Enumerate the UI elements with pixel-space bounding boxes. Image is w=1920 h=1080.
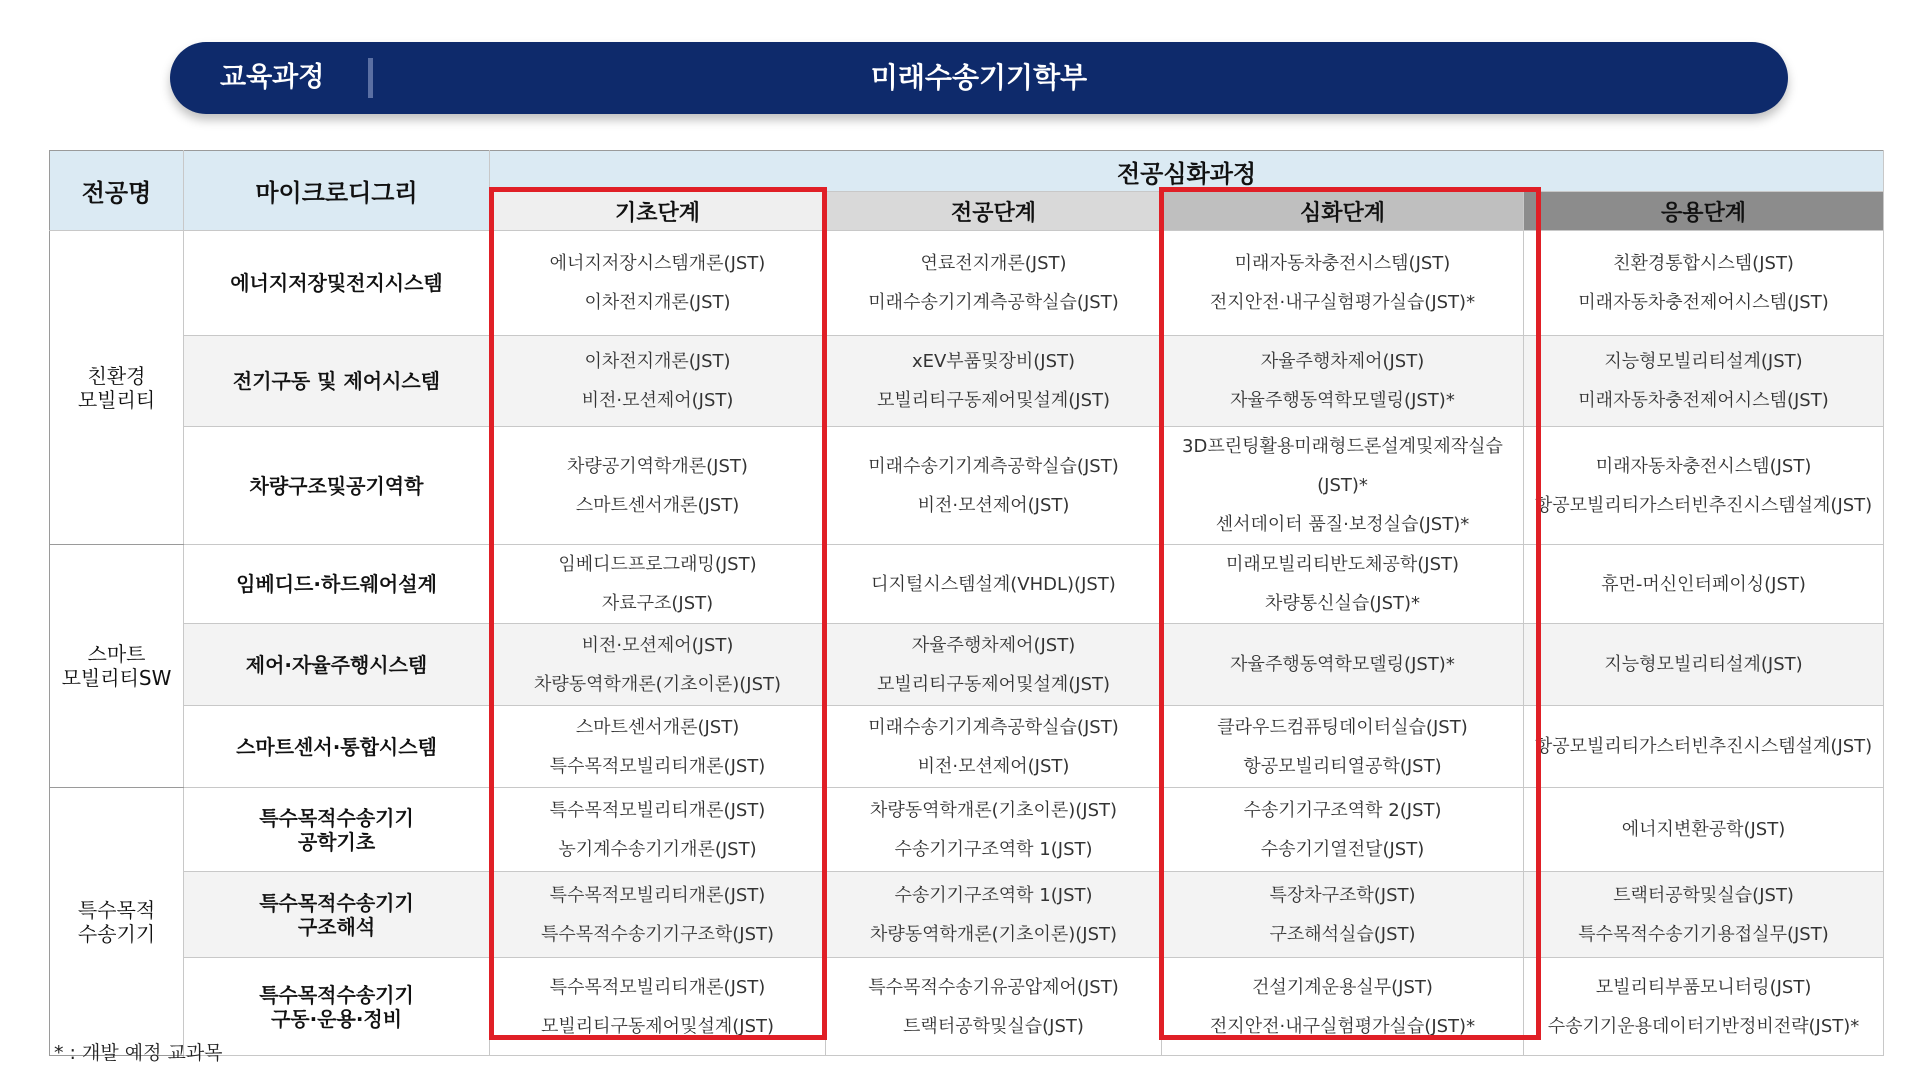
course-name: 차량공기역학개론(JST): [567, 455, 748, 477]
major-stage-courses: [826, 427, 1162, 545]
micro-degree-name: [184, 706, 490, 788]
micro-degree-line: 전기구동 및 제어시스템: [232, 369, 441, 393]
applied-stage-courses: [1524, 624, 1884, 706]
course-name: 특수목적모빌리티개론(JST): [549, 755, 766, 777]
course-name: 수송기기구조역학 2(JST): [1243, 799, 1442, 821]
major-stage-courses: [826, 706, 1162, 788]
course-name: 미래수송기기계측공학실습(JST): [868, 292, 1119, 313]
banner-left-label: 교육과정: [220, 62, 325, 93]
course-name: 스마트센서개론(JST): [575, 494, 740, 516]
micro-degree-name: [184, 545, 490, 624]
course-name: 트랙터공학및실습(JST): [1613, 884, 1794, 906]
applied-stage-courses: [1524, 545, 1884, 624]
course-name: 트랙터공학및실습(JST): [903, 1015, 1084, 1037]
highlight-box-deep: [1159, 187, 1541, 1040]
micro-degree-line: 특수목적수송기기: [259, 982, 414, 1007]
major-name-line: 스마트: [87, 642, 146, 666]
course-name: 디지털시스템설계(VHDL)(JST): [871, 573, 1116, 595]
course-name: 자율주행차제어(JST): [1260, 351, 1425, 372]
course-name: 항공모빌리티가스터빈추진시스템설계(JST): [1534, 736, 1873, 757]
micro-degree-line: 특수목적수송기기: [259, 890, 414, 915]
applied-stage-courses: [1524, 788, 1884, 872]
course-name: 자율주행동역학모델링(JST)*: [1230, 390, 1455, 411]
micro-degree-line: 에너지저장및전지시스템: [230, 271, 443, 295]
course-name: 임베디드프로그래밍(JST): [558, 554, 757, 575]
course-name: 센서데이터 품질·보정실습(JST)*: [1215, 514, 1470, 535]
course-name: 농기계수송기기개론(JST): [558, 838, 757, 860]
micro-degree-line: 공학기초: [297, 829, 376, 854]
course-name: 미래수송기기계측공학실습(JST): [868, 455, 1119, 477]
course-name: 전지안전·내구실험평가실습(JST)*: [1209, 292, 1476, 313]
course-name: 휴먼-머신인터페이싱(JST): [1601, 573, 1806, 595]
table-body: [50, 231, 1884, 1056]
banner-title: 미래수송기기학부: [870, 61, 1088, 94]
major-stage-courses: [826, 336, 1162, 427]
course-name: 3D프린팅활용미래형드론설계및제작실습(JST)*: [1182, 436, 1503, 496]
micro-degree-name: [184, 624, 490, 706]
applied-stage-courses: [1524, 958, 1884, 1056]
course-name: 전지안전·내구실험평가실습(JST)*: [1209, 1015, 1476, 1037]
major-name: [50, 231, 184, 545]
table-row: [50, 545, 1884, 624]
header-banner: [170, 42, 1788, 114]
course-name: 모빌리티구동제어및설계(JST): [876, 673, 1111, 695]
major-name: [50, 788, 184, 1056]
micro-degree-name: [184, 788, 490, 872]
major-stage-courses: [826, 545, 1162, 624]
course-name: 이차전지개론(JST): [584, 292, 731, 313]
micro-degree-line: 임베디드·하드웨어설계: [236, 572, 437, 596]
course-name: 에너지변환공학(JST): [1621, 819, 1786, 840]
stage-applied: 응용단계: [1524, 192, 1884, 231]
course-name: 연료전지개론(JST): [920, 253, 1067, 274]
highlight-box-basic: [489, 187, 827, 1040]
major-stage-courses: [826, 958, 1162, 1056]
applied-stage-courses: [1524, 427, 1884, 545]
micro-degree-name: [184, 231, 490, 336]
course-name: 미래자동차충전제어시스템(JST): [1578, 390, 1829, 411]
table-row: [50, 231, 1884, 336]
course-name: xEV부품및장비(JST): [911, 351, 1076, 372]
course-name: 차량동역학개론(기초이론)(JST): [869, 799, 1118, 821]
micro-degree-name: [184, 958, 490, 1056]
course-name: 구조해석실습(JST): [1269, 923, 1416, 945]
table-row: [50, 427, 1884, 545]
course-name: 특수목적수송기유공압제어(JST): [868, 976, 1119, 998]
course-name: 수송기기구조역학 1(JST): [894, 884, 1093, 906]
course-name: 모빌리티구동제어및설계(JST): [876, 390, 1111, 411]
table-row: [50, 958, 1884, 1056]
course-name: 자율주행동역학모델링(JST)*: [1230, 654, 1455, 675]
micro-degree-name: [184, 427, 490, 545]
course-name: 비전·모션제어(JST): [917, 494, 1070, 516]
table-row: [50, 872, 1884, 958]
applied-stage-courses: [1524, 231, 1884, 336]
curriculum-table: [49, 150, 1884, 1056]
banner-divider: [368, 58, 373, 98]
course-name: 미래자동차충전시스템(JST): [1234, 253, 1451, 274]
course-name: 미래자동차충전제어시스템(JST): [1578, 292, 1829, 313]
course-name: 지능형모빌리티설계(JST): [1604, 351, 1803, 372]
course-name: 스마트센서개론(JST): [575, 716, 740, 738]
applied-stage-courses: [1524, 706, 1884, 788]
major-name: [50, 545, 184, 788]
course-name: 친환경통합시스템(JST): [1613, 253, 1794, 274]
major-name-line: 특수목적: [77, 897, 156, 922]
course-name: 수송기기운용데이터기반정비전략(JST)*: [1547, 1015, 1860, 1037]
course-name: 차량동역학개론(기초이론)(JST): [869, 923, 1118, 945]
major-name-line: 친환경: [87, 363, 146, 388]
course-name: 건설기계운용실무(JST): [1252, 976, 1433, 998]
micro-degree-line: 제어·자율주행시스템: [245, 652, 428, 677]
course-name: 클라우드컴퓨팅데이터실습(JST): [1217, 716, 1468, 738]
micro-degree-line: 구동·운용·정비: [270, 1006, 403, 1031]
micro-degree-line: 차량구조및공기역학: [249, 473, 424, 498]
course-name: 차량동역학개론(기초이론)(JST): [533, 673, 782, 695]
header-advanced-course: 전공심화과정: [490, 151, 1884, 192]
applied-stage-courses: [1524, 336, 1884, 427]
course-name: 비전·모션제어(JST): [581, 634, 734, 656]
course-name: 항공모빌리티가스터빈추진시스템설계(JST): [1534, 494, 1873, 516]
applied-stage-courses: [1524, 872, 1884, 958]
course-name: 자율주행차제어(JST): [911, 634, 1076, 656]
table-row: [50, 788, 1884, 872]
micro-degree-line: 구조해석: [297, 914, 376, 939]
course-name: 비전·모션제어(JST): [581, 390, 734, 411]
major-stage-courses: [826, 231, 1162, 336]
course-name: 특장차구조학(JST): [1269, 884, 1416, 906]
micro-degree-name: [184, 336, 490, 427]
course-name: 차량통신실습(JST)*: [1264, 593, 1421, 614]
course-name: 특수목적수송기기용접실무(JST): [1578, 923, 1829, 945]
course-name: 특수목적모빌리티개론(JST): [549, 976, 766, 998]
micro-degree-name: [184, 872, 490, 958]
course-name: 미래자동차충전시스템(JST): [1595, 455, 1812, 477]
micro-degree-line: 특수목적수송기기: [259, 805, 414, 830]
table-row: [50, 706, 1884, 788]
course-name: 지능형모빌리티설계(JST): [1604, 654, 1803, 675]
course-name: 이차전지개론(JST): [584, 351, 731, 372]
course-name: 항공모빌리티열공학(JST): [1243, 755, 1442, 777]
course-name: 미래모빌리티반도체공학(JST): [1225, 554, 1460, 575]
major-stage-courses: [826, 624, 1162, 706]
course-name: 미래수송기기계측공학실습(JST): [868, 716, 1119, 738]
micro-degree-line: 스마트센서·통합시스템: [236, 734, 437, 759]
stage-major: 전공단계: [826, 192, 1162, 231]
course-name: 특수목적모빌리티개론(JST): [549, 884, 766, 906]
course-name: 모빌리티부품모니터링(JST): [1595, 976, 1812, 998]
major-stage-courses: [826, 872, 1162, 958]
major-name-line: 모빌리티: [77, 387, 156, 412]
course-name: 특수목적수송기기구조학(JST): [540, 923, 775, 945]
major-name-line: 수송기기: [77, 921, 156, 946]
header-major: 전공명: [50, 151, 184, 231]
major-name-line: 모빌리티SW: [61, 666, 172, 690]
major-stage-courses: [826, 788, 1162, 872]
stage-basic: 기초단계: [490, 192, 826, 231]
course-name: 자료구조(JST): [601, 593, 714, 614]
course-name: 비전·모션제어(JST): [917, 755, 1070, 777]
course-name: 모빌리티구동제어및설계(JST): [540, 1015, 775, 1037]
course-name: 수송기기열전달(JST): [1260, 838, 1425, 860]
course-name: 특수목적모빌리티개론(JST): [549, 799, 766, 821]
course-name: 수송기기구조역학 1(JST): [894, 838, 1093, 860]
header-micro-degree: 마이크로디그리: [184, 151, 490, 231]
table-row: [50, 624, 1884, 706]
course-name: 에너지저장시스템개론(JST): [549, 253, 766, 274]
footnote: * : 개발 예정 교과목: [54, 1042, 223, 1064]
table-row: [50, 336, 1884, 427]
stage-deep: 심화단계: [1162, 192, 1524, 231]
